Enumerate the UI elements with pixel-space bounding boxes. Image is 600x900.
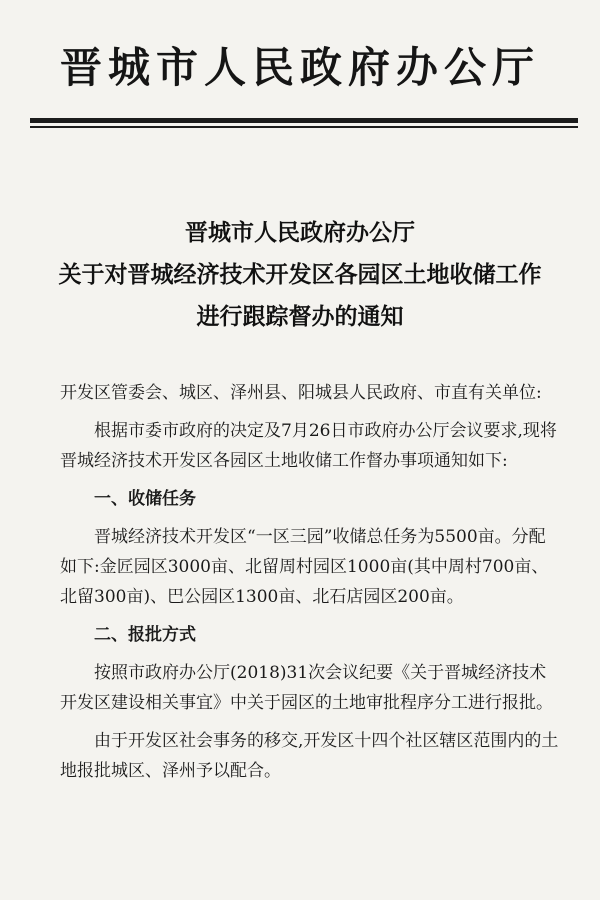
salutation: 开发区管委会、城区、泽州县、阳城县人民政府、市直有关单位: xyxy=(60,383,542,403)
document-title xyxy=(0,212,600,338)
masthead-rule-thick xyxy=(30,118,578,123)
section-2-paragraph-1: 按照市政府办公厅(2018)31次会议纪要《关于晋城经济技术开发区建设相关事宜》中关于园区的土地审批程序分工进行报批。 xyxy=(60,663,553,713)
title-line-2: 关于对晋城经济技术开发区各园区土地收储工作 xyxy=(58,261,542,288)
title-line-1: 晋城市人民政府办公厅 xyxy=(185,219,415,246)
section-2-paragraph-2: 由于开发区社会事务的移交,开发区十四个社区辖区范围内的土地报批城区、泽州予以配合。 xyxy=(60,731,559,781)
masthead: 晋城市人民政府办公厅 xyxy=(59,43,540,92)
document-body xyxy=(60,378,560,786)
intro-paragraph: 根据市委市政府的决定及7月26日市政府办公厅会议要求,现将晋城经济技术开发区各园区土地收储工作督办事项通知如下: xyxy=(60,421,557,471)
section-2-heading: 二、报批方式 xyxy=(94,625,196,645)
title-line-3: 进行跟踪督办的通知 xyxy=(196,303,404,330)
section-1-heading: 一、收储任务 xyxy=(94,489,196,509)
masthead-rule-thin xyxy=(30,126,578,128)
section-1-paragraph: 晋城经济技术开发区“一区三园”收储总任务为5500亩。分配如下:金匠园区3000亩、北留周村园区1000亩(其中周村700亩、北留300亩)、巴公园区1300亩、北石店园区200亩。 xyxy=(60,527,549,607)
